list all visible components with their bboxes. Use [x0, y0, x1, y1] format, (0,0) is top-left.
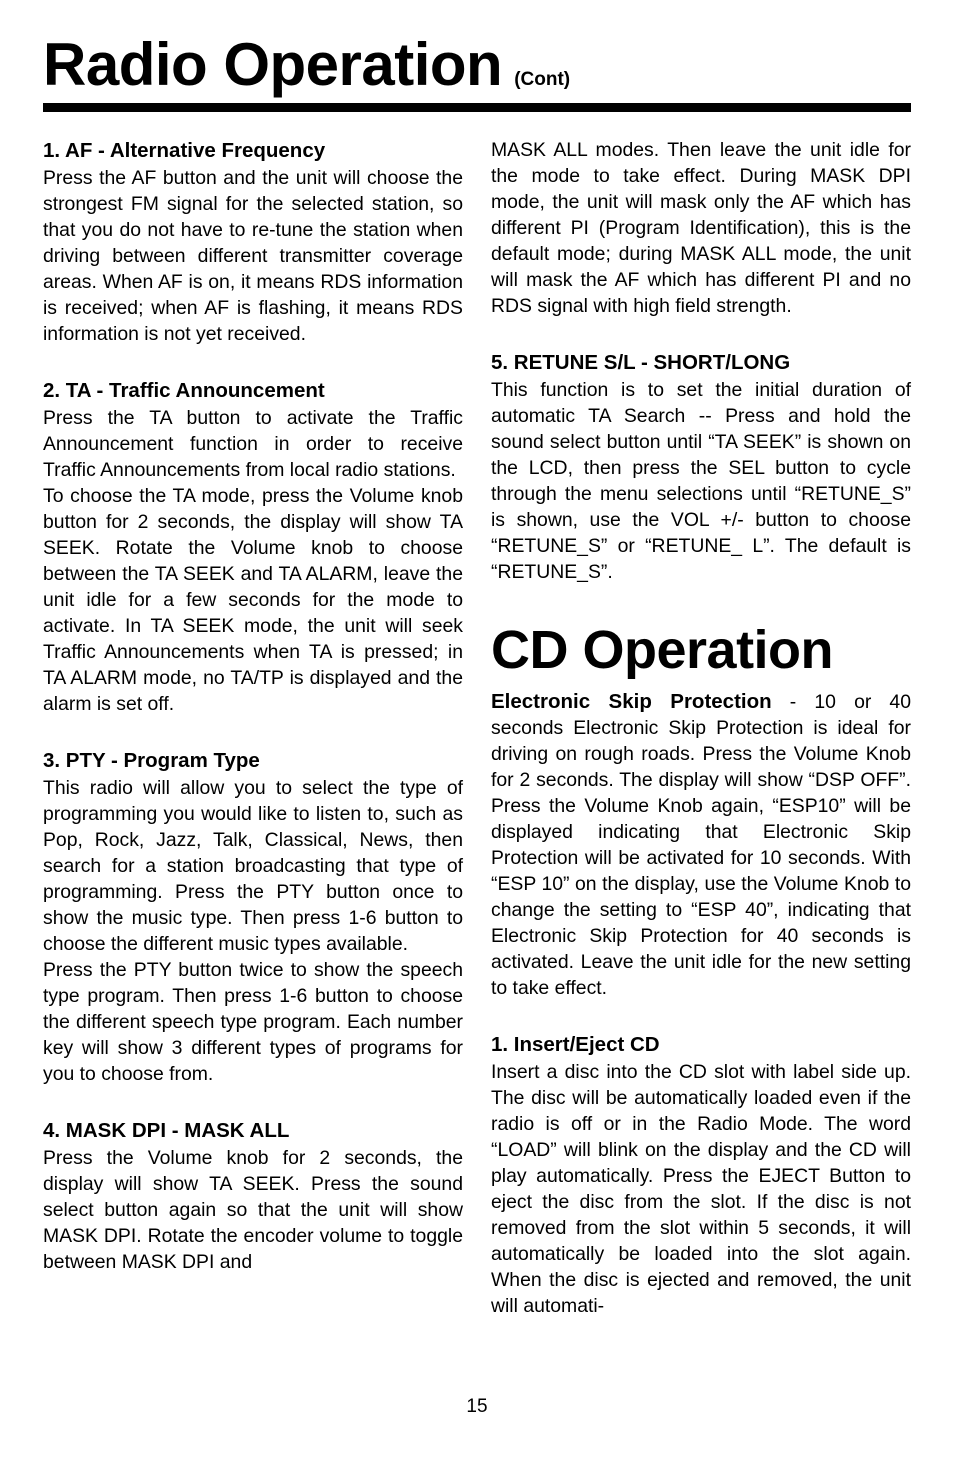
section-body-mask-continued: MASK ALL modes. Then leave the unit idle for the mode to take effect. During MASK DPI mode, the unit will mask only the AF which has different PI (Program Identification), this is the default mode; during MASK ALL mode, the unit will mask the AF which has different PI and no RDS signal with high field strength. [491, 139, 911, 317]
esp-body: - 10 or 40 seconds Electronic Skip Protection is ideal for driving on rough roads. Press the Volume Knob for 2 seconds. The display will show “DSP OFF”. Press the Volume Knob again, “ESP10” will be displayed indicating that Electronic Skip Protection will be activated for 10 seconds. With “ESP 10” on the display, use the Volume Knob to change the setting to “ESP 40”, indicating that Electronic Skip Protection for 40 seconds is activated. Leave the unit idle for the new setting to take effect. [491, 691, 911, 999]
section-title-retune: 5. RETUNE S/L - SHORT/LONG [491, 351, 791, 374]
section-insert-eject [491, 1031, 911, 1319]
page-number: 15 [466, 1396, 488, 1417]
section-body-ta-2: To choose the TA mode, press the Volume knob button for 2 seconds, the display will show TA SEEK. Rotate the Volume knob to choose between the TA SEEK and TA ALARM, leave the unit idle for a few seconds for the mode to activate. In TA SEEK mode, the unit will seek Traffic Announcements when TA is pressed; in TA ALARM mode, no TA/TP is displayed and the alarm is set off. [43, 485, 463, 715]
esp-title: Electronic Skip Protection [491, 690, 772, 713]
section-body-mask: Press the Volume knob for 2 seconds, the display will show TA SEEK. Press the sound select button again so that the unit will show MASK DPI. Rotate the encoder volume to toggle between MASK DPI and [43, 1147, 463, 1273]
section-title-ta: 2. TA - Traffic Announcement [43, 379, 325, 402]
section-body-esp [491, 689, 911, 1001]
section-title-pty: 3. PTY - Program Type [43, 749, 260, 772]
section-af [43, 137, 463, 347]
section-retune [491, 349, 911, 585]
section-mask [43, 1117, 463, 1275]
section-body-pty-2: Press the PTY button twice to show the speech type program. Then press 1-6 button to choose the different speech type program. Each number key will show 3 different types of programs for you to choose from. [43, 959, 463, 1085]
left-column [43, 137, 463, 1305]
page-title-text: Radio Operation [43, 31, 503, 98]
section-body-retune: This function is to set the initial duration of automatic TA Search -- Press and hold the sound select button until “TA SEEK” is shown on the LCD, then press the SEL button to cycle through the menu selections until “RETUNE_S” is shown, use the VOL +/- button to choose “RETUNE_S” or “RETUNE_ L”. The default is “RETUNE_S”. [491, 379, 911, 583]
section-body-insert-eject: Insert a disc into the CD slot with label side up. The disc will be automatically loaded even if the radio is off or in the Radio Mode. The word “LOAD” will blink on the display and the CD will play automatically. Press the EJECT Button to eject the disc from the slot. If the disc is not removed from the slot within 5 seconds, it will automatically be loaded into the slot again. When the disc is ejected and removed, the unit will automati- [491, 1061, 911, 1317]
section-pty [43, 747, 463, 1087]
section-mask-continued [491, 137, 911, 319]
section-title-mask: 4. MASK DPI - MASK ALL [43, 1119, 290, 1142]
section-esp [491, 689, 911, 1001]
section-title-af: 1. AF - Alternative Frequency [43, 139, 326, 162]
right-column [491, 137, 911, 1349]
section-body-pty-1: This radio will allow you to select the type of programming you would like to listen to, such as Pop, Rock, Jazz, Talk, Classical, News, then search for a station broadcasting that type of programming. Press the PTY button once to show the music type. Then press 1-6 button to choose the different music types available. [43, 777, 463, 955]
cd-operation-heading: CD Operation [491, 620, 834, 680]
title-rule [43, 103, 911, 112]
section-ta [43, 377, 463, 717]
section-title-insert-eject: 1. Insert/Eject CD [491, 1033, 660, 1056]
cont-label: (Cont) [514, 69, 571, 90]
section-body-af: Press the AF button and the unit will choose the strongest FM signal for the selected station, so that you do not have to re-tune the station when driving between different transmitter coverage areas. When AF is on, it means RDS information is received; when AF is flashing, it means RDS information is not yet received. [43, 167, 463, 345]
section-body-ta-1: Press the TA button to activate the Traffic Announcement function in order to receive Traffic Announcements from local radio stations. [43, 407, 463, 481]
